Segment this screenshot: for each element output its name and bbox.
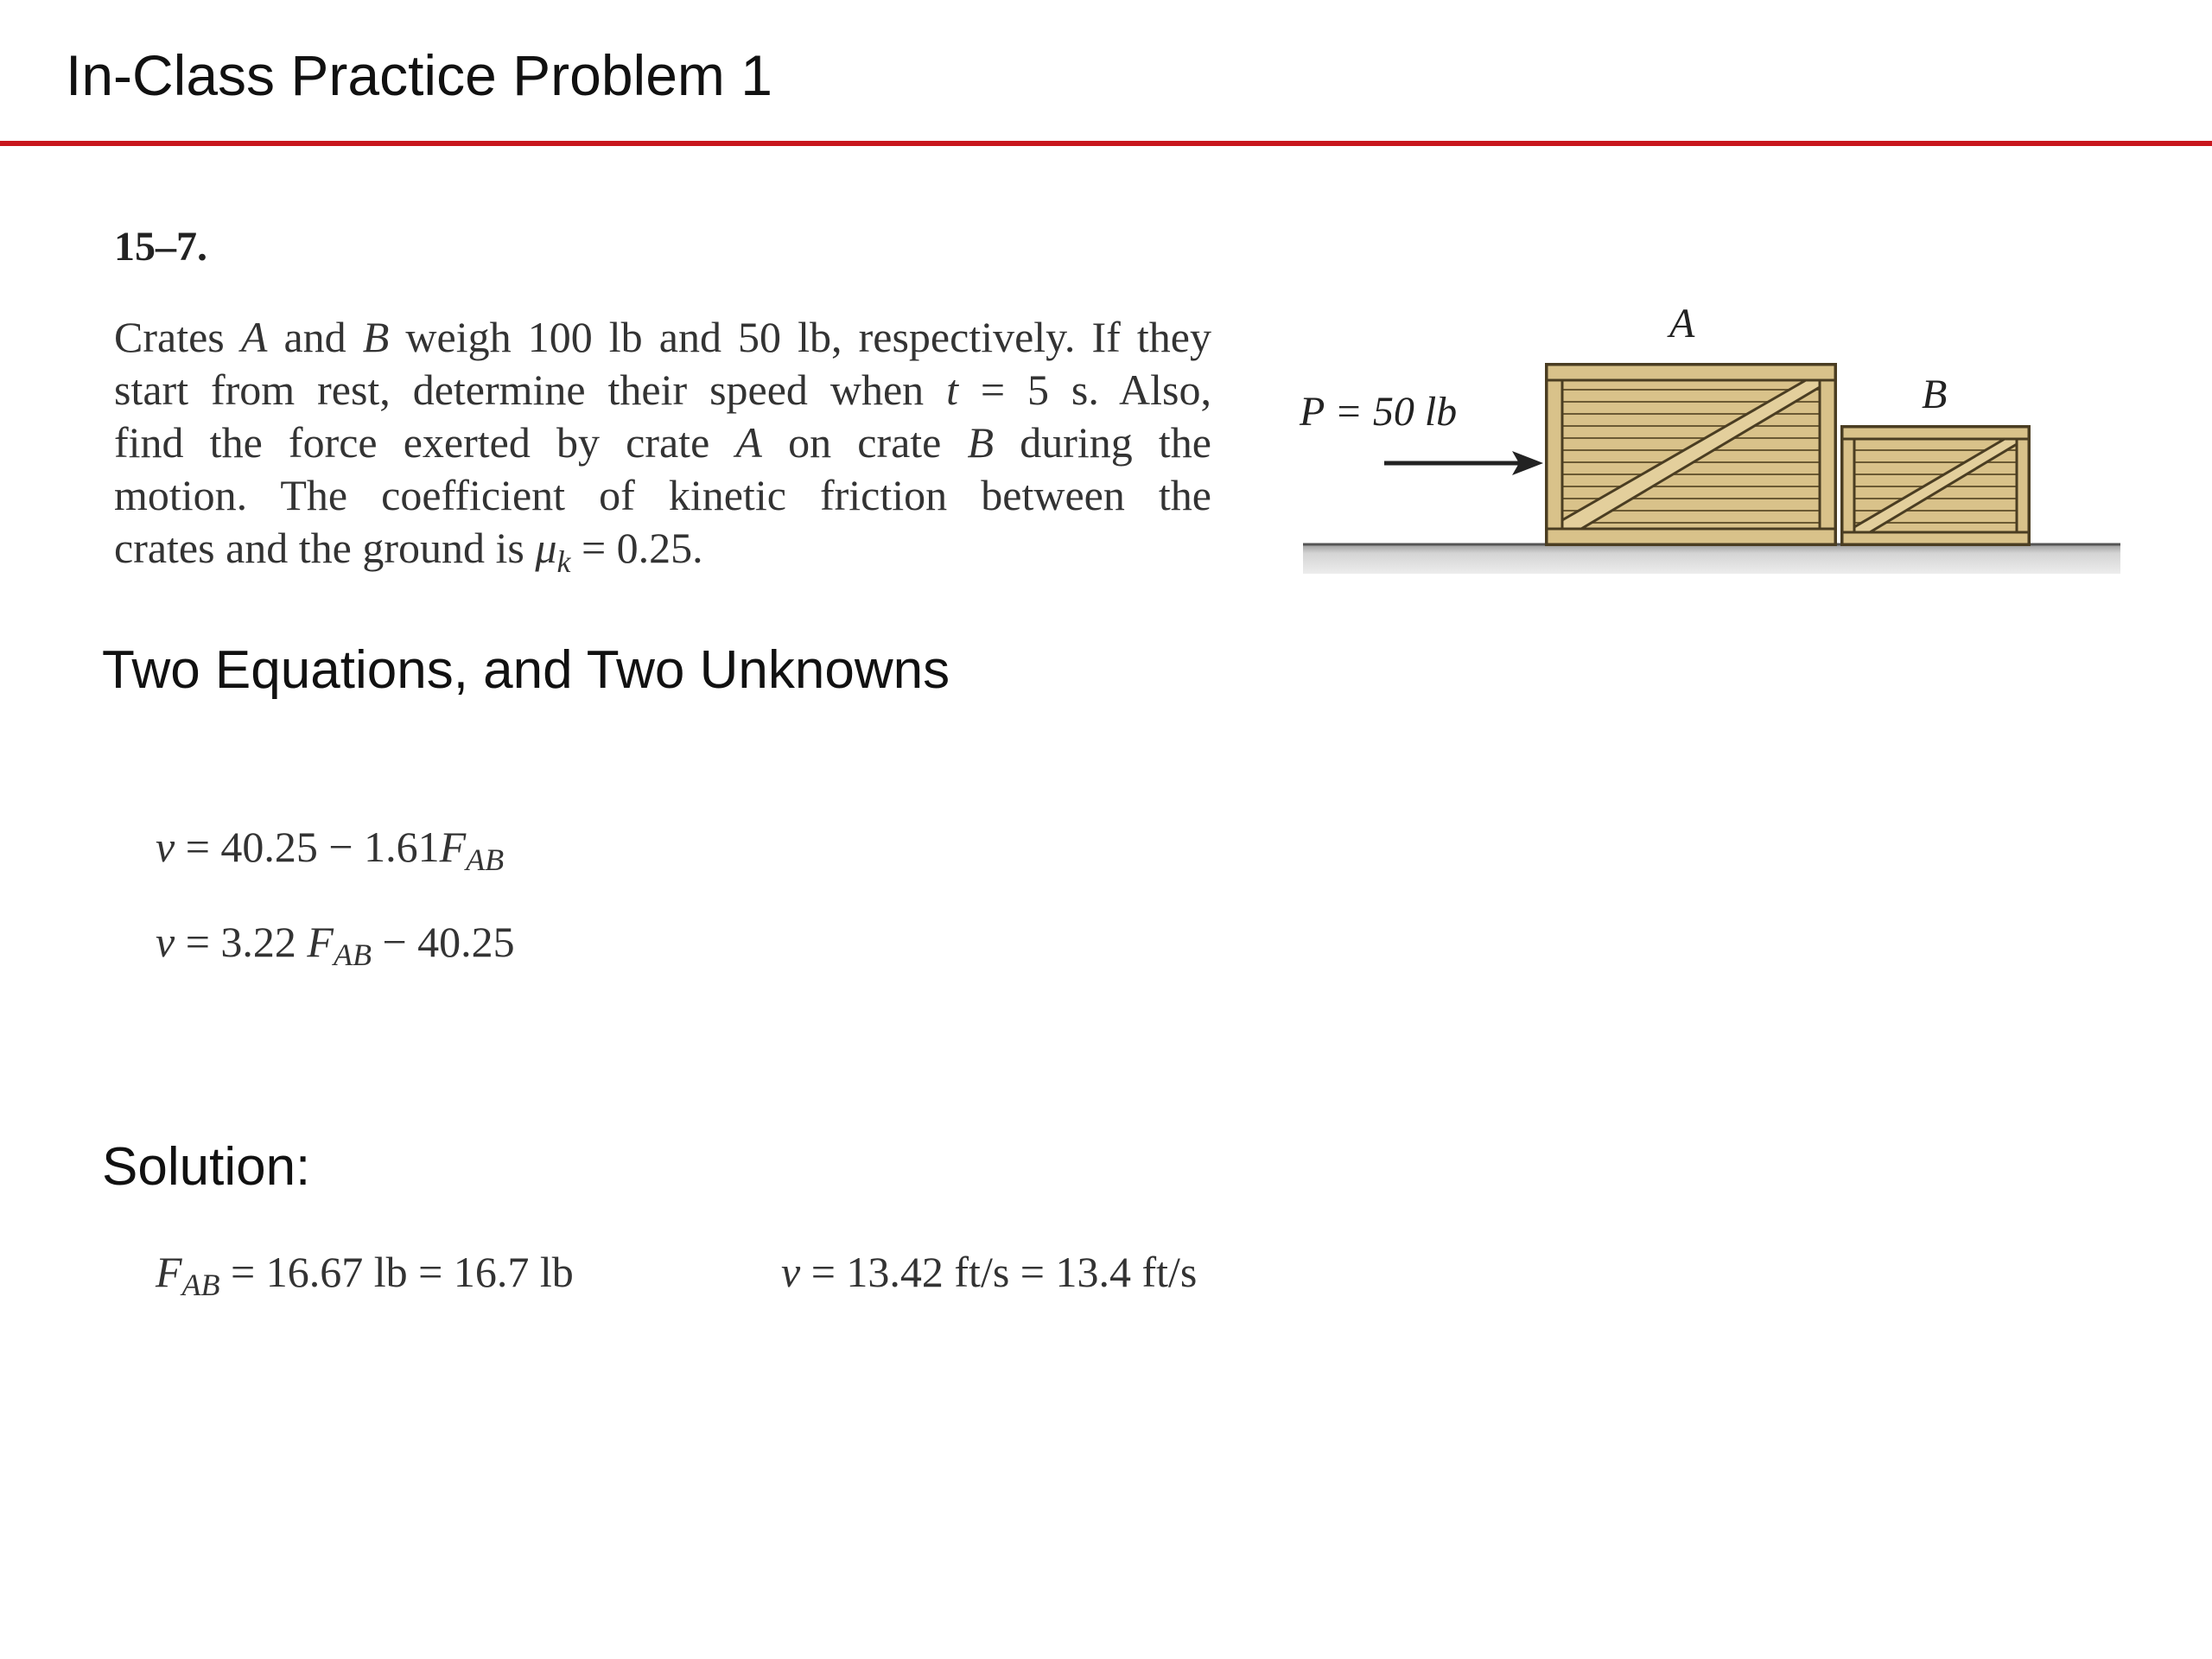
subscript-ab: AB [333, 938, 372, 972]
text-run: find the force exerted by crate [114, 418, 736, 467]
variable-a: A [735, 418, 762, 467]
var-f: F [307, 918, 334, 966]
text-run: = 0.25. [570, 524, 703, 572]
crate-b [1842, 427, 2029, 544]
variable-a: A [240, 313, 268, 361]
text-run: Crates [114, 313, 241, 361]
problem-line-3 [114, 416, 1211, 469]
answer-speed [781, 1246, 1197, 1298]
var-v: v [156, 918, 175, 966]
eq-text: = 40.25 − 1.61 [175, 823, 440, 871]
text-run: crates and the ground is [114, 524, 536, 572]
text-run: during the [994, 418, 1211, 467]
ground [1303, 544, 2120, 574]
title-divider [0, 141, 2212, 146]
problem-statement [114, 311, 1212, 579]
section-heading-solution: Solution: [102, 1137, 311, 1197]
force-arrow [1384, 451, 1543, 475]
eq-text: = 13.42 ft/s = 13.4 ft/s [800, 1248, 1198, 1296]
crate-a [1547, 365, 1835, 544]
eq-text: = 16.67 lb = 16.7 lb [219, 1248, 574, 1296]
variable-t: t [946, 365, 958, 414]
text-run: start from rest, determine their speed when [114, 365, 947, 414]
var-f: F [156, 1248, 182, 1296]
text-run: weigh 100 lb and 50 lb, respectively. If they [389, 313, 1212, 361]
crate-a-label: A [1669, 301, 1695, 346]
variable-b: B [967, 418, 995, 467]
problem-line-5 [114, 522, 1211, 579]
mu-subscript: k [556, 544, 571, 579]
eq-text: = 3.22 [175, 918, 308, 966]
equation-1 [156, 821, 505, 877]
text-run: on crate [761, 418, 968, 467]
crates-figure [1296, 294, 2126, 588]
eq-text: − 40.25 [371, 918, 515, 966]
subscript-ab: AB [466, 842, 505, 877]
mu-symbol: μ [535, 524, 557, 572]
problem-line-1 [114, 311, 1211, 364]
var-f: F [439, 823, 467, 871]
variable-b: B [362, 313, 390, 361]
problem-number: 15–7. [114, 224, 207, 270]
equation-2 [156, 916, 515, 972]
text-run: = 5 s. Also, [957, 365, 1212, 414]
problem-line-2 [114, 364, 1211, 416]
var-v: v [156, 823, 175, 871]
crate-b-label: B [1922, 372, 1948, 417]
section-heading-equations: Two Equations, and Two Unknowns [102, 640, 950, 700]
slide-title: In-Class Practice Problem 1 [66, 43, 772, 107]
problem-line-4: motion. The coefficient of kinetic friction between the [114, 471, 1211, 519]
var-v: v [781, 1248, 801, 1296]
answer-force [156, 1246, 574, 1302]
force-label: P = 50 lb [1300, 389, 1458, 435]
text-run: and [267, 313, 363, 361]
subscript-ab: AB [181, 1268, 220, 1302]
